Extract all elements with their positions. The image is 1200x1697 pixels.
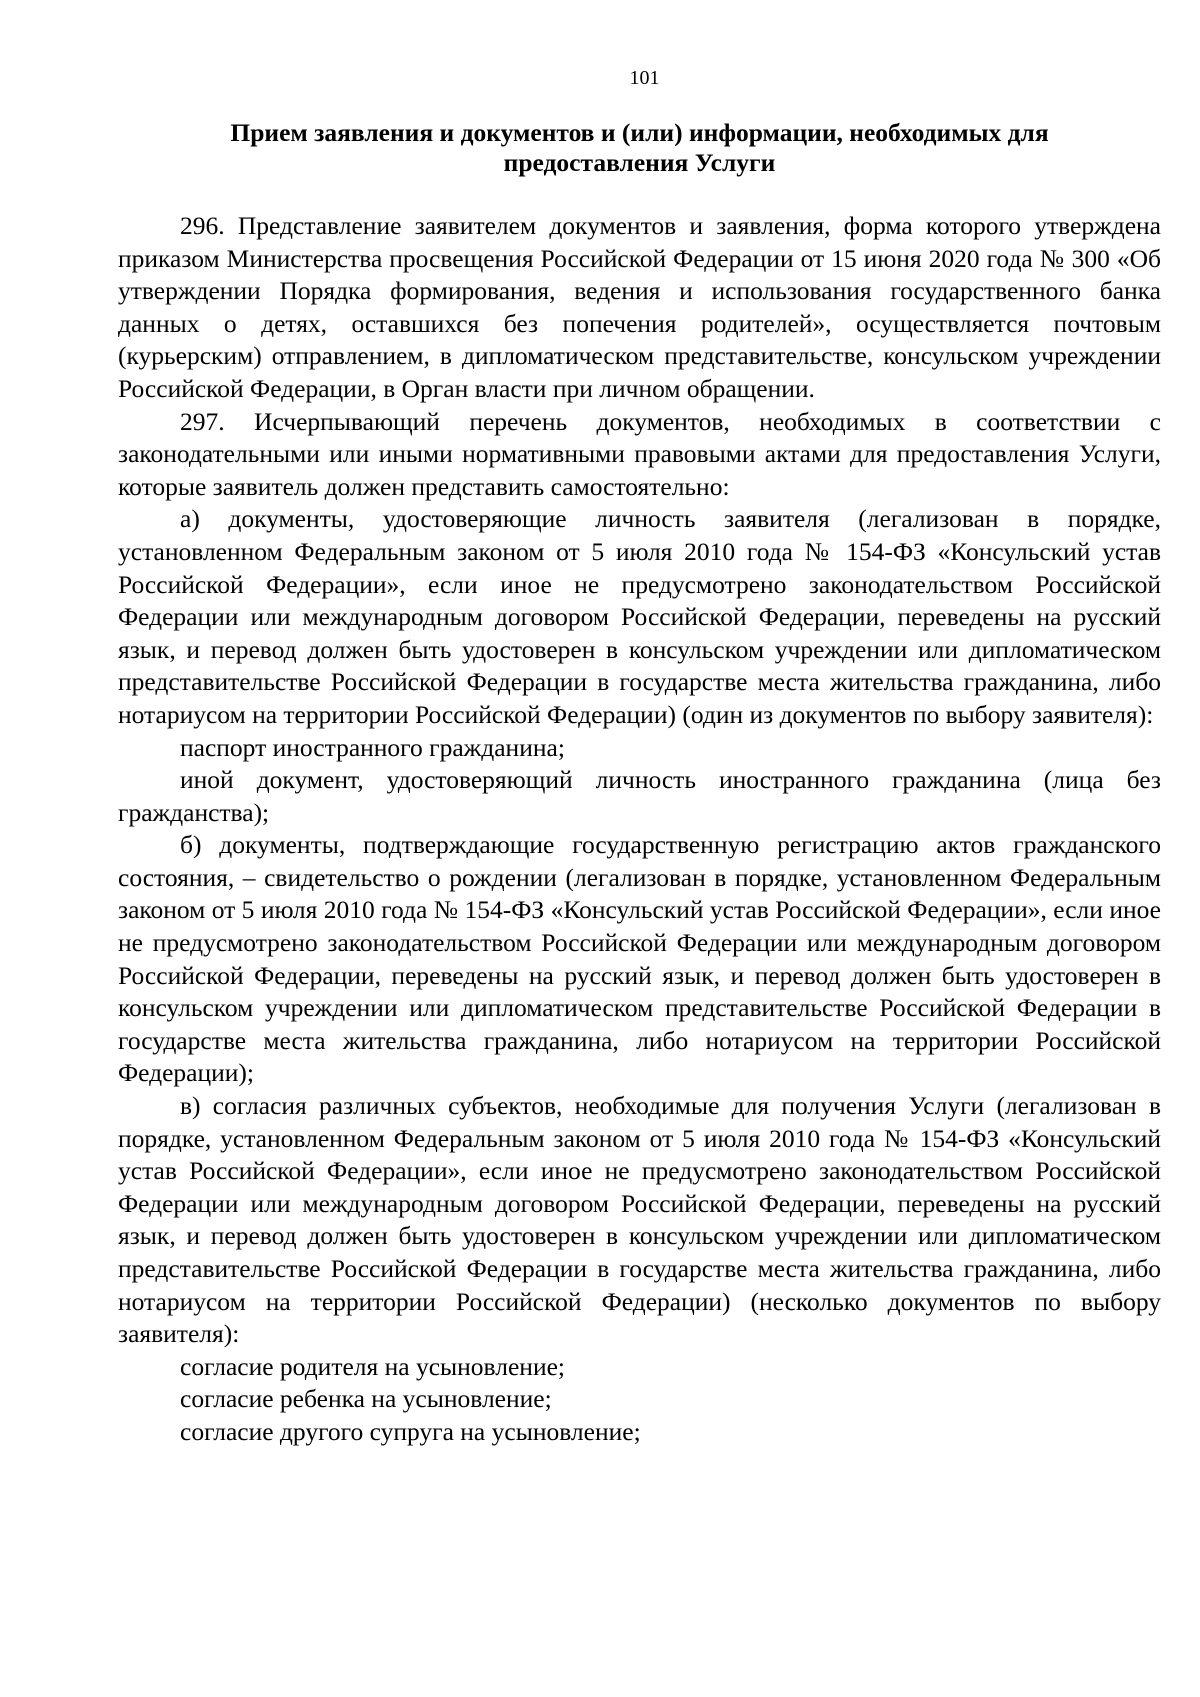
item-c-consents: в) согласия различных субъектов, необходимые для получения Услуги (легализован в порядке, установленном Федеральным законом от 5 июля 2010 года № 154-ФЗ «Консульский устав Российской Федерации», если иное не предусмотрено законодательством Российской Федерации или международным договором Российской Федерации, переведены на русский язык, и перевод должен быть удостоверен в консульском учреждении или дипломатическом представительстве Российской Федерации в государстве места жительства гражданина, либо нотариусом на территории Российской Федерации) (несколько документов по выбору заявителя):	[118, 1091, 1161, 1349]
item-a-identity-documents: а) документы, удостоверяющие личность заявителя (легализован в порядке, установленном Федеральным законом от 5 июля 2010 года № 154-ФЗ «Консульский устав Российской Федерации», если иное не предусмотрено законодательством Российской Федерации или международным договором Российской Федерации, переведены на русский язык, и перевод должен быть удостоверен в консульском учреждении или дипломатическом представительстве Российской Федерации в государстве места жительства гражданина, либо нотариусом на территории Российской Федерации) (один из документов по выбору заявителя):	[118, 504, 1161, 729]
section-heading-line-2: предоставления Услуги	[503, 148, 776, 177]
list-item-passport: паспорт иностранного гражданина;	[180, 732, 565, 762]
list-item-other-id: иной документ, удостоверяющий личность иностранного гражданина (лица без гражданства);	[118, 765, 1161, 827]
section-heading	[118, 118, 1161, 178]
paragraph-296: 296. Представление заявителем документов и заявления, форма которого утверждена приказом Министерства просвещения Российской Федерации от 15 июня 2020 года № 300 «Об утверждении Порядка формирования, ведения и использования государственного банка данных о детях, оставшихся без попечения родителей», осуществляется почтовым (курьерским) отправлением, в дипломатическом представительстве, консульском учреждении Российской Федерации, в Орган власти при личном обращении.	[118, 211, 1161, 403]
item-b-civil-status-documents: б) документы, подтверждающие государственную регистрацию актов гражданского состояния, – свидетельство о рождении (легализован в порядке, установленном Федеральным законом от 5 июля 2010 года № 154-ФЗ «Консульский устав Российской Федерации», если иное не предусмотрено законодательством Российской Федерации или международным договором Российской Федерации, переведены на русский язык, и перевод должен быть удостоверен в консульском учреждении или дипломатическом представительстве Российской Федерации в государстве места жительства гражданина, либо нотариусом на территории Российской Федерации);	[118, 830, 1161, 1088]
section-heading-line-1: Прием заявления и документов и (или) информации, необходимых для	[230, 118, 1049, 147]
list-item-parent-consent: согласие родителя на усыновление;	[180, 1351, 565, 1381]
document-page	[118, 66, 1161, 1449]
page-number: 101	[629, 67, 660, 89]
paragraph-297: 297. Исчерпывающий перечень документов, необходимых в соответствии с законодательными или иными нормативными правовыми актами для предоставления Услуги, которые заявитель должен представить самостоятельно:	[118, 406, 1161, 501]
list-item-child-consent: согласие ребенка на усыновление;	[180, 1384, 552, 1414]
list-item-spouse-consent: согласие другого супруга на усыновление;	[180, 1416, 641, 1446]
document-body	[118, 210, 1161, 1449]
